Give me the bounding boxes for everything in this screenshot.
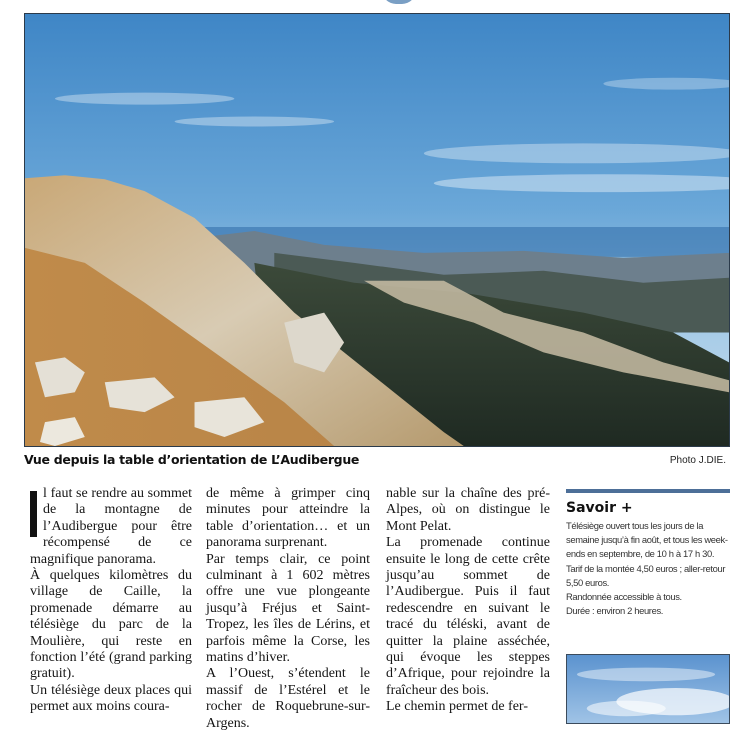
landscape-photo-icon (25, 14, 729, 446)
photo-credit: Photo J.DIE. (669, 455, 726, 466)
info-box-title: Savoir + (566, 500, 633, 516)
info-line: Tarif de la montée 4,50 euros ; aller-retour 5,50 euros. (566, 562, 726, 588)
info-box (566, 489, 732, 618)
info-box-text (566, 519, 732, 618)
secondary-photo (566, 654, 730, 724)
article-paragraph: l faut se rendre au sommet de la montagne de l’Audibergue pour être récompensé de ce magnifique panorama. (30, 486, 192, 567)
article-paragraph: Un télésiège deux places qui permet aux moins coura- (30, 682, 192, 715)
info-line: Randonnée accessible à tous. (566, 591, 682, 603)
article-paragraph: A l’Ouest, s’étendent le massif de l’Estérel et le rocher de Roquebrune-sur-Argens. (206, 666, 370, 731)
article-paragraph: La promenade continue ensuite le long de cette crête jusqu’au sommet de l’Audibergue. Puis il faut redescendre en suivant le tracé du téléski, avant de quitter la plaine asséchée, qui évoque les steppes d’Afrique, pour rejoindre la fraîcheur des bois. (386, 535, 550, 698)
drop-cap-i (30, 491, 37, 537)
photo-caption (24, 452, 730, 470)
article-paragraph: nable sur la chaîne des pré-Alpes, où on distingue le Mont Pelat. (386, 486, 550, 534)
article-column-3 (386, 486, 550, 716)
article-paragraph: Par temps clair, ce point culminant à 1 602 mètres offre une vue plongeante jusqu’à Fréjus et Saint-Tropez, les îles de Lérins, et parfois même la Corse, les matins d’hiver. (206, 551, 370, 666)
masthead-logo-fragment (382, 0, 416, 4)
info-line: Télésiège ouvert tous les jours de la semaine jusqu’à fin août, et tous les week-ends en septembre, de 10 h à 17 h 30. (566, 520, 728, 560)
info-box-accent-bar (566, 489, 730, 493)
sky-photo-icon (567, 655, 729, 723)
caption-title: Vue depuis la table d’orientation de L’Audibergue (24, 452, 360, 467)
article-column-1 (30, 486, 192, 716)
article-paragraph: À quelques kilomètres du village de Caille, la promenade démarre au télésiège du parc de la Moulière, qui reste en fonction l’été (grand parking gratuit). (30, 568, 192, 682)
article-paragraph: de même à grimper cinq minutes pour atteindre la table d’orientation… et un panorama surprenant. (206, 486, 370, 551)
info-line: Durée : environ 2 heures. (566, 605, 664, 617)
article-paragraph: Le chemin permet de fer- (386, 699, 528, 715)
article-column-2 (206, 486, 370, 732)
main-photo (24, 13, 730, 447)
